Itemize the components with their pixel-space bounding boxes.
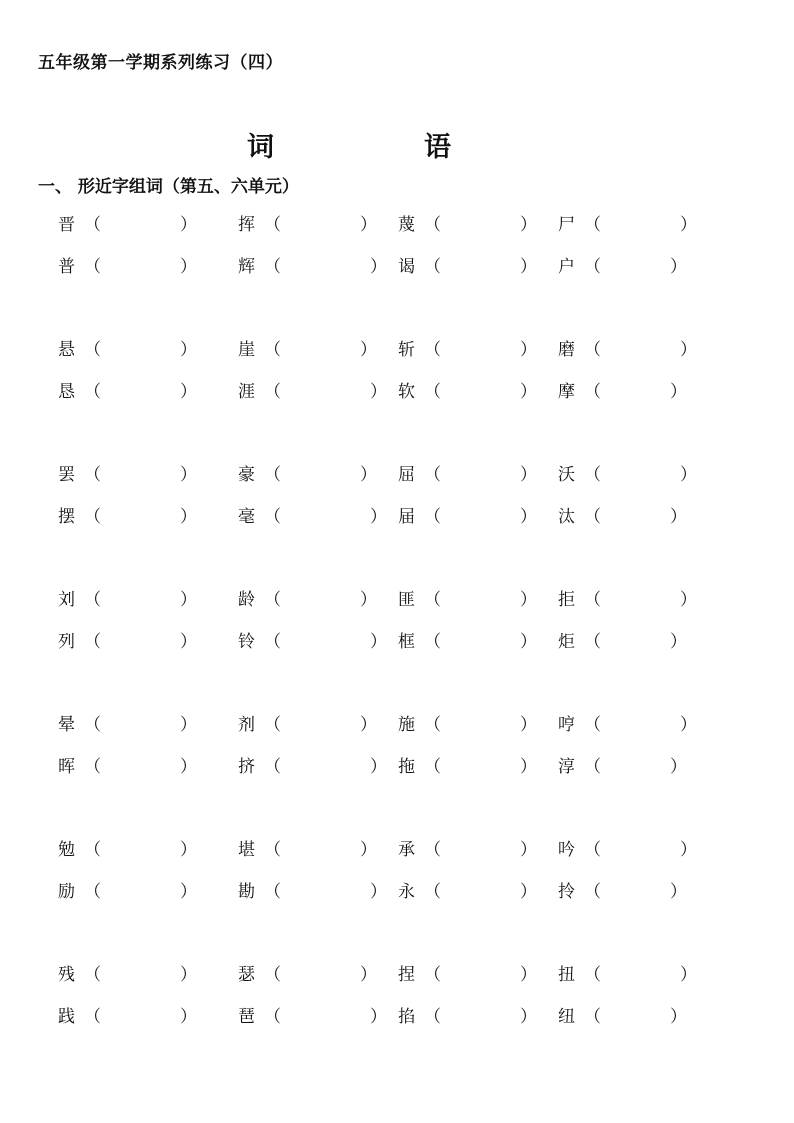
paren-open: （ [424,1007,441,1027]
paren-close: ） [370,632,387,652]
paren-open: （ [584,465,601,485]
word-item [398,505,537,529]
word-char: 拎 [558,882,575,902]
paren-open: （ [264,882,281,902]
paren-open: （ [264,715,281,735]
word-item [58,838,197,862]
word-item [58,630,197,654]
word-item [58,338,197,362]
paren-close: ） [520,840,537,860]
paren-close: ） [520,507,537,527]
word-item [558,1005,687,1029]
word-char: 铃 [238,632,255,652]
paren-open: （ [84,340,101,360]
paren-open: （ [264,382,281,402]
word-char: 纽 [558,1007,575,1027]
paren-close: ） [670,1007,687,1027]
paren-open: （ [584,215,601,235]
paren-close: ） [180,257,197,277]
paren-open: （ [584,382,601,402]
paren-close: ） [680,715,697,735]
paren-close: ） [360,715,377,735]
word-char: 列 [58,632,75,652]
paren-close: ） [670,757,687,777]
paren-open: （ [264,215,281,235]
paren-close: ） [370,382,387,402]
paren-open: （ [584,632,601,652]
paren-open: （ [584,882,601,902]
paren-close: ） [670,257,687,277]
word-char: 涯 [238,382,255,402]
word-char: 豪 [238,465,255,485]
word-char: 晕 [58,715,75,735]
word-char: 软 [398,382,415,402]
word-char: 框 [398,632,415,652]
word-item [58,963,197,987]
paren-open: （ [84,1007,101,1027]
word-item [558,255,687,279]
paren-open: （ [264,757,281,777]
paren-open: （ [264,507,281,527]
paren-close: ） [680,965,697,985]
word-char: 摆 [58,507,75,527]
word-item [558,380,687,404]
paren-close: ） [180,840,197,860]
word-item [238,963,377,987]
paren-open: （ [84,882,101,902]
paren-close: ） [360,340,377,360]
word-char: 磨 [558,340,575,360]
paren-close: ） [180,715,197,735]
word-item [558,880,687,904]
paren-close: ） [680,590,697,610]
paren-open: （ [584,757,601,777]
paren-close: ） [370,757,387,777]
word-char: 拖 [398,757,415,777]
word-char: 毫 [238,507,255,527]
word-char: 施 [398,715,415,735]
paren-open: （ [84,965,101,985]
paren-close: ） [180,1007,197,1027]
word-char: 普 [58,257,75,277]
word-char: 晖 [58,757,75,777]
word-char: 尸 [558,215,575,235]
word-item [238,630,387,654]
paren-close: ） [360,215,377,235]
word-item [58,505,197,529]
word-item [398,588,537,612]
paren-open: （ [264,257,281,277]
word-item [398,463,537,487]
paren-open: （ [264,840,281,860]
word-item [238,755,387,779]
word-char: 恳 [58,382,75,402]
word-char: 掐 [398,1007,415,1027]
word-item [558,713,697,737]
word-char: 捏 [398,965,415,985]
paren-open: （ [584,340,601,360]
paren-open: （ [424,257,441,277]
word-item [398,880,537,904]
paren-close: ） [670,632,687,652]
paren-open: （ [424,632,441,652]
word-char: 琶 [238,1007,255,1027]
word-item [58,1005,197,1029]
word-char: 瑟 [238,965,255,985]
paren-open: （ [264,465,281,485]
paren-open: （ [84,715,101,735]
word-char: 谒 [398,257,415,277]
paren-close: ） [180,382,197,402]
paren-close: ） [520,465,537,485]
word-item [398,630,537,654]
paren-open: （ [84,632,101,652]
paren-open: （ [84,257,101,277]
paren-close: ） [520,382,537,402]
word-char: 辉 [238,257,255,277]
paren-close: ） [180,757,197,777]
paren-open: （ [584,840,601,860]
paren-close: ） [180,590,197,610]
paren-open: （ [584,507,601,527]
paren-open: （ [584,715,601,735]
paren-open: （ [424,882,441,902]
paren-open: （ [424,840,441,860]
paren-open: （ [584,590,601,610]
word-char: 残 [58,965,75,985]
paren-open: （ [424,465,441,485]
word-item [58,880,197,904]
word-char: 摩 [558,382,575,402]
paren-open: （ [424,215,441,235]
word-item [398,713,537,737]
word-char: 励 [58,882,75,902]
word-char: 挤 [238,757,255,777]
paren-close: ） [670,382,687,402]
paren-close: ） [180,632,197,652]
word-char: 龄 [238,590,255,610]
word-char: 届 [398,507,415,527]
word-item [398,338,537,362]
paren-open: （ [84,757,101,777]
paren-open: （ [84,507,101,527]
paren-open: （ [584,1007,601,1027]
word-char: 斩 [398,340,415,360]
paren-close: ） [520,882,537,902]
word-item [558,505,687,529]
word-item [558,630,687,654]
paren-open: （ [264,1007,281,1027]
paren-open: （ [584,257,601,277]
paren-close: ） [520,340,537,360]
title-char-right: 语 [424,132,451,163]
paren-close: ） [180,340,197,360]
paren-close: ） [520,257,537,277]
paren-close: ） [520,632,537,652]
paren-open: （ [84,590,101,610]
word-char: 炬 [558,632,575,652]
paren-open: （ [264,632,281,652]
paren-close: ） [520,1007,537,1027]
word-item [558,588,697,612]
word-char: 承 [398,840,415,860]
paren-close: ） [680,340,697,360]
word-item [238,213,377,237]
paren-open: （ [424,965,441,985]
section-title: 一、 形近字组词（第五、六单元） [38,177,299,197]
word-item [558,755,687,779]
paren-open: （ [264,965,281,985]
paren-close: ） [360,465,377,485]
word-item [238,880,387,904]
word-item [558,213,697,237]
paren-close: ） [680,215,697,235]
paren-open: （ [424,340,441,360]
word-item [58,713,197,737]
word-char: 沃 [558,465,575,485]
paren-open: （ [84,382,101,402]
word-char: 罢 [58,465,75,485]
paren-close: ） [180,215,197,235]
paren-open: （ [84,840,101,860]
paren-close: ） [670,507,687,527]
paren-close: ） [360,965,377,985]
word-char: 永 [398,882,415,902]
word-item [398,255,537,279]
word-item [398,380,537,404]
word-char: 挥 [238,215,255,235]
word-char: 剂 [238,715,255,735]
paren-close: ） [680,840,697,860]
word-item [558,463,697,487]
word-item [58,588,197,612]
word-char: 拒 [558,590,575,610]
paren-close: ） [680,465,697,485]
word-item [238,588,377,612]
paren-close: ） [180,465,197,485]
word-item [58,463,197,487]
word-char: 吟 [558,840,575,860]
word-char: 哼 [558,715,575,735]
paren-close: ） [370,882,387,902]
word-item [398,1005,537,1029]
word-char: 蔑 [398,215,415,235]
word-item [558,338,697,362]
paren-close: ） [670,882,687,902]
paren-close: ） [360,590,377,610]
paren-close: ） [520,965,537,985]
paren-open: （ [424,507,441,527]
word-item [238,255,387,279]
word-item [58,213,197,237]
worksheet-header: 五年级第一学期系列练习（四） [38,53,283,73]
word-char: 悬 [58,340,75,360]
paren-close: ） [370,257,387,277]
paren-open: （ [424,715,441,735]
word-item [238,713,377,737]
word-item [238,380,387,404]
word-char: 晋 [58,215,75,235]
word-char: 户 [558,257,575,277]
word-item [558,963,697,987]
paren-close: ） [180,507,197,527]
word-item [398,838,537,862]
paren-close: ） [180,882,197,902]
paren-close: ） [520,215,537,235]
word-char: 匪 [398,590,415,610]
paren-open: （ [264,340,281,360]
word-char: 刘 [58,590,75,610]
paren-close: ） [370,1007,387,1027]
paren-close: ） [370,507,387,527]
paren-close: ） [520,590,537,610]
word-item [398,755,537,779]
word-item [238,838,377,862]
word-char: 崖 [238,340,255,360]
word-char: 扭 [558,965,575,985]
paren-open: （ [84,465,101,485]
word-item [238,505,387,529]
word-item [58,755,197,779]
word-item [238,1005,387,1029]
paren-open: （ [84,215,101,235]
word-char: 堪 [238,840,255,860]
paren-close: ） [180,965,197,985]
page-title [0,125,794,165]
word-item [398,213,537,237]
paren-open: （ [584,965,601,985]
word-item [238,463,377,487]
word-char: 淳 [558,757,575,777]
title-char-left: 词 [247,132,274,163]
word-char: 屈 [398,465,415,485]
word-char: 勘 [238,882,255,902]
paren-open: （ [424,757,441,777]
paren-open: （ [424,590,441,610]
paren-close: ） [360,840,377,860]
word-char: 汰 [558,507,575,527]
paren-close: ） [520,757,537,777]
word-item [238,338,377,362]
word-item [58,255,197,279]
word-char: 勉 [58,840,75,860]
paren-open: （ [424,382,441,402]
word-item [558,838,697,862]
paren-open: （ [264,590,281,610]
word-item [58,380,197,404]
word-item [398,963,537,987]
paren-close: ） [520,715,537,735]
word-char: 践 [58,1007,75,1027]
